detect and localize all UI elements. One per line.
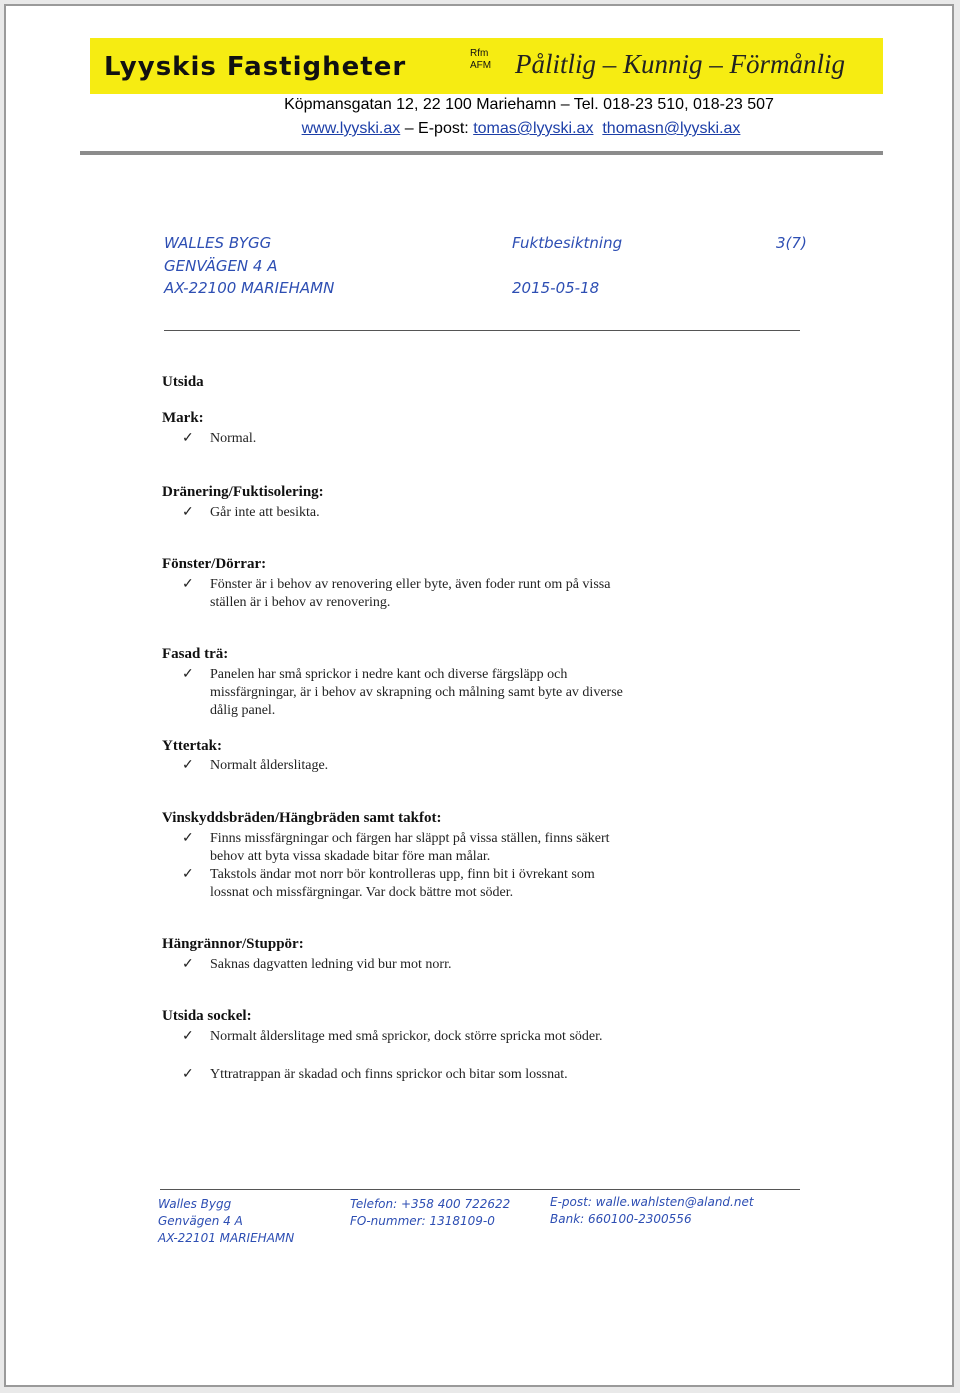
- check-icon: ✓: [182, 957, 194, 972]
- list-item: ✓ Finns missfärgningar och färgen har släppt på vissa ställen, finns säkert behov att byta vissa skadade bitar före man målar.: [182, 831, 610, 864]
- check-icon: ✓: [182, 758, 194, 773]
- section-title: Hängrännor/Stupрör:: [162, 936, 304, 952]
- website-link[interactable]: www.lyyski.ax: [301, 120, 401, 137]
- email-label: – E-post:: [400, 120, 474, 137]
- section-title: Fönster/Dörrar:: [162, 556, 267, 572]
- rfm-afm-mark: Rfm AFM: [470, 48, 492, 71]
- list-item: ✓ Takstols ändar mot norr bör kontrolleras upp, finn bit i övrekant som lossnat och missfärgningar. Var dock bättre mot söder.: [182, 867, 595, 900]
- footer-rule: [160, 1189, 800, 1190]
- main-heading: Utsida: [162, 374, 204, 390]
- check-icon: ✓: [182, 505, 194, 520]
- footer-email-bank: E-post: walle.wahlsten@aland.net Bank: 660100-2300556: [550, 1195, 754, 1226]
- check-icon: ✓: [182, 431, 194, 446]
- email-link-2[interactable]: thomasn@lyyski.ax: [602, 120, 741, 137]
- list-item: ✓ Normal.: [182, 431, 257, 446]
- company-logo: Lyyskis Fastigheter: [104, 52, 407, 82]
- list-item: ✓ Normalt ålderslitage med små sprickor, dock större spricka mot söder.: [182, 1029, 603, 1044]
- document-page: [4, 4, 954, 1387]
- slogan: Pålitlig – Kunnig – Förmånlig: [515, 49, 846, 79]
- list-item: ✓ Saknas dagvatten ledning vid bur mot norr.: [182, 957, 452, 972]
- doc-street: GENVÄGEN 4 A: [164, 257, 278, 275]
- header-rule: [164, 330, 800, 331]
- check-icon: ✓: [182, 667, 194, 682]
- list-item: ✓ Panelen har små sprickor i nedre kant och diverse färgsläpp och missfärgningar, är i behov av skrapning och målning samt byte av diverse dålig panel.: [182, 667, 623, 718]
- contact-line: [46, 120, 960, 138]
- list-item: ✓ Yttratrappan är skadad och finns sprickor och bitar som lossnat.: [182, 1067, 568, 1082]
- check-icon: ✓: [182, 867, 194, 882]
- footer-address: Walles Bygg Genvägen 4 A AX-22101 MARIEHAMN: [158, 1197, 295, 1245]
- address-line: Köpmansgatan 12, 22 100 Mariehamn – Tel. 018-23 510, 018-23 507: [284, 96, 774, 113]
- section-title: Dränering/Fuktisolering:: [162, 484, 324, 500]
- doc-date: 2015-05-18: [512, 279, 600, 297]
- footer-phone-fo: Telefon: +358 400 722622 FO-nummer: 1318109-0: [350, 1197, 511, 1228]
- section-title: Vinskyddsbräden/Hängbräden samt takfot:: [162, 810, 442, 826]
- list-item: ✓ Fönster är i behov av renovering eller byte, även foder runt om på vissa ställen är i behov av renovering.: [182, 577, 611, 610]
- check-icon: ✓: [182, 831, 194, 846]
- section-title: Fasad trä:: [162, 646, 229, 662]
- check-icon: ✓: [182, 1067, 194, 1082]
- list-item: ✓ Normalt ålderslitage.: [182, 758, 329, 773]
- doc-city: AX-22100 MARIEHAMN: [164, 279, 335, 297]
- list-item: ✓ Går inte att besikta.: [182, 505, 320, 520]
- doc-company: WALLES BYGG: [164, 234, 272, 252]
- page-number: 3(7): [776, 234, 807, 252]
- section-title: Utsida sockel:: [162, 1008, 252, 1024]
- email-link-1[interactable]: tomas@lyyski.ax: [473, 120, 594, 137]
- section-title: Mark:: [162, 410, 204, 426]
- letterhead-divider: [80, 151, 883, 155]
- doc-type: Fuktbesiktning: [512, 234, 623, 252]
- letterhead-banner: [90, 38, 883, 94]
- check-icon: ✓: [182, 1029, 194, 1044]
- check-icon: ✓: [182, 577, 194, 592]
- section-title: Yttertak:: [162, 738, 222, 754]
